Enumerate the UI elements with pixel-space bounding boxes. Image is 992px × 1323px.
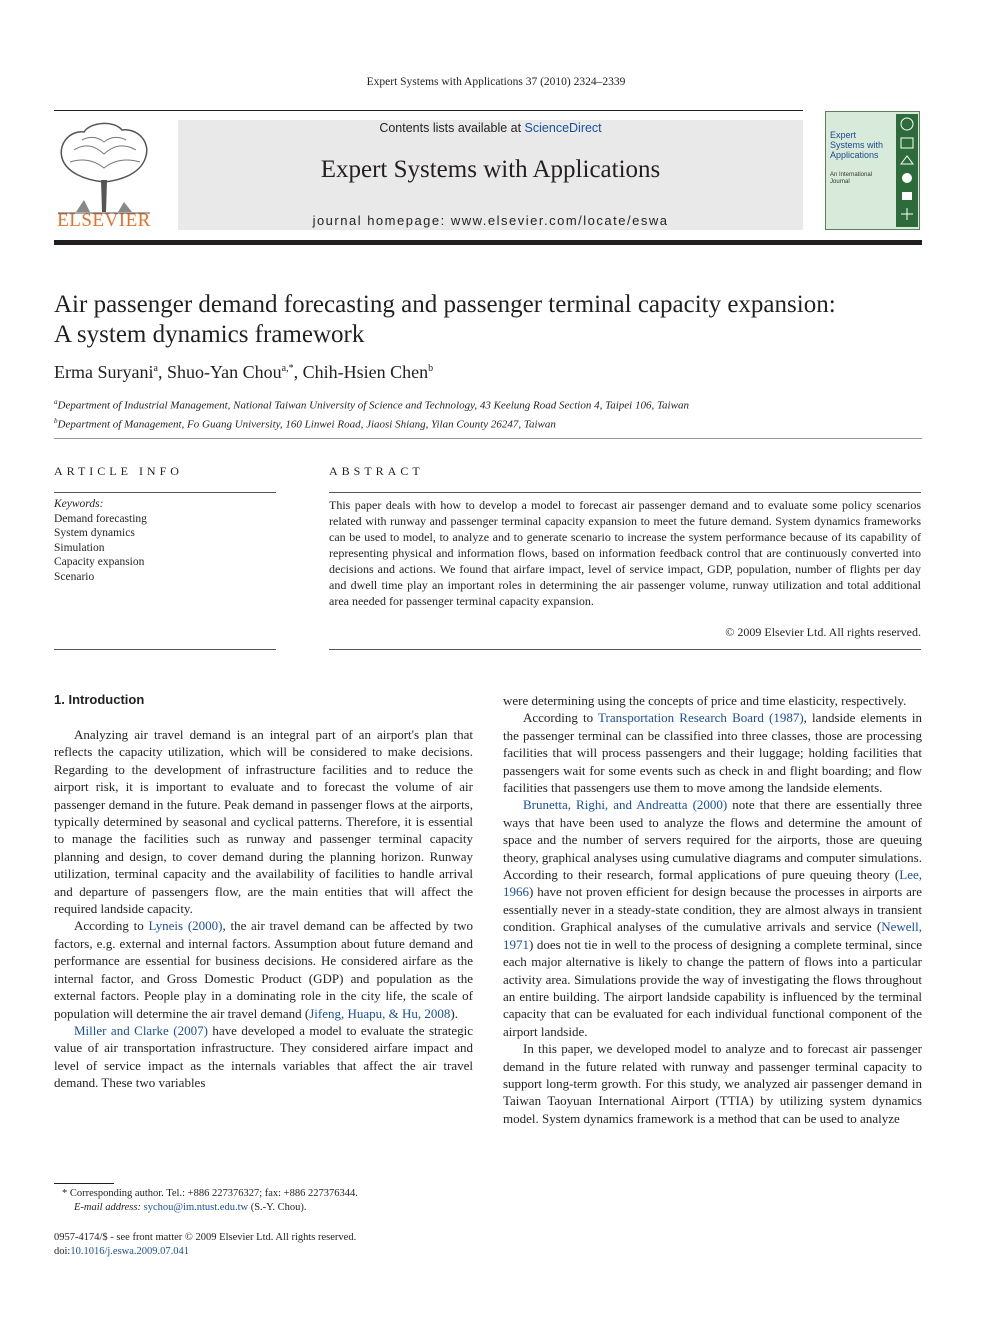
journal-cover[interactable]: [825, 111, 920, 230]
author-sup[interactable]: a: [153, 363, 158, 374]
affiliations: [54, 395, 689, 432]
abstract-copyright: © 2009 Elsevier Ltd. All rights reserved.: [725, 625, 921, 639]
doi-link[interactable]: 10.1016/j.eswa.2009.07.041: [70, 1246, 190, 1257]
citation-link[interactable]: Newell, 1971: [503, 919, 922, 952]
header-thick-rule: [54, 240, 922, 245]
affiliation-text: Department of Management, Fo Guang University, 160 Linwei Road, Jiaosi Shiang, Yilan County 26247, Taiwan: [57, 418, 556, 431]
author-list: Erma Suryani$^a$, Shuo-Yan Chou$^{a,*}$, Chih-Hsien Chen$^b$: [54, 362, 434, 382]
running-citation: Expert Systems with Applications 37 (2010) 2324–2339: [366, 76, 626, 88]
paragraph: In this paper, we developed model to analyze and to forecast air passenger demand in the future related with runway and passenger terminal capacity to support long-term growth. For this study, we analyzed air passenger demand in Taiwan Taoyuan International Airport (TTIA) by utilizing system dynamics model. System dynamics framework is a method that can be used to analyze: [503, 1041, 922, 1126]
footer-issn-doi: [54, 1231, 494, 1259]
divider: [54, 438, 922, 439]
publisher-wordmark: ELSEVIER: [57, 210, 151, 231]
paragraph: [503, 709, 922, 796]
author-sup[interactable]: a,*: [281, 363, 294, 374]
cover-title: Expert Systems with Applications: [830, 130, 884, 160]
abstract-bottom-rule: [329, 649, 921, 650]
article-info-heading: ARTICLE INFO: [54, 464, 183, 478]
author-name[interactable]: Chih-Hsien Chen: [302, 362, 429, 382]
doi-label: doi:: [54, 1246, 71, 1257]
keyword-item: Scenario: [54, 570, 95, 583]
author-sup[interactable]: b: [428, 363, 434, 374]
author-name[interactable]: Shuo-Yan Chou: [166, 362, 282, 382]
keyword-item: Demand forecasting: [54, 512, 147, 525]
abstract-text: This paper deals with how to develop a model to forecast air passenger demand and to evaluate some policy scenarios related with runway and passenger terminal capacity expansion to meet the future demand. System dynamics frameworks can be used to model, to analyze and to generate scenario to increase the system performance because of its capability of representing physical and information flows, based on information feedback control that are continuously converted into decisions and actions. We found that airfare impact, level of service impact, GDP, population, number of flights per day and dwell time play an important roles in determining the air passenger volume, runway utilization and total additional area needed for passenger terminal capacity expansion.: [329, 498, 921, 608]
cover-pictogram-icons: [896, 114, 918, 227]
citation-link[interactable]: Lee, 1966: [503, 867, 922, 900]
article-info-rule: [54, 492, 276, 493]
citation-link[interactable]: Lyneis (2000): [148, 918, 223, 934]
corresponding-author-note: * Corresponding author. Tel.: +886 227376327; fax: +886 227376344.: [62, 1188, 358, 1199]
citation-link[interactable]: Jifeng, Huapu, & Hu, 2008: [309, 1005, 451, 1021]
keyword-item: Simulation: [54, 541, 105, 554]
keywords-block: [54, 497, 147, 584]
paragraph: [54, 917, 473, 1021]
contents-prefix: Contents lists available at: [379, 121, 525, 135]
footnote-rule: [54, 1183, 114, 1184]
email-label: E-mail address:: [74, 1202, 144, 1213]
keyword-item: Capacity expansion: [54, 556, 145, 568]
journal-banner: [178, 120, 803, 230]
affiliation-a: [54, 395, 689, 414]
article-title: [54, 290, 954, 350]
affiliation-b: [54, 414, 689, 433]
text-run: According to: [74, 918, 149, 934]
cover-icon-strip: [896, 114, 918, 227]
journal-homepage[interactable]: journal homepage: www.elsevier.com/locate/eswa: [312, 213, 669, 228]
affiliation-text: Department of Industrial Management, National Taiwan University of Science and Technology, 43 Keelung Road Section 4, Taipei 106, Taiwan: [57, 399, 689, 412]
article-info-bottom-rule: [54, 649, 276, 650]
right-column: [503, 692, 922, 1127]
author-name[interactable]: Erma Suryani: [54, 362, 154, 382]
citation-link[interactable]: Transportation Research Board (1987): [598, 710, 804, 726]
email-suffix: (S.-Y. Chou).: [248, 1202, 307, 1213]
text-run: ).: [450, 1005, 459, 1021]
abstract-heading: ABSTRACT: [329, 464, 424, 478]
affiliation-sup: b: [54, 416, 58, 425]
text-run: According to: [523, 710, 599, 726]
text-run: have developed a model to evaluate the strategic value of air transportation infrastructure. They considered airfare impact and level of service impact as the internals variables that affect the air travel demand. These two variables: [54, 1022, 473, 1091]
text-run: ) does not tie in well to the process of designing a complete terminal, since each major alternative is likely to change the pattern of flows into a particular activity area. Simulations provide the way of investigating the flows throughout an entire building. The airport landside capability is influenced by the terminal capacity that can be evaluated for each individual functional component of the airport landside.: [503, 936, 922, 1039]
text-run: , the air travel demand can be affected by two factors, e.g. external and internal factors. Assumption about future demand and performance are essential for business decisions. He considered airfare as the internal factor, and Gross Domestic Product (GDP) and population as the external factors. People play in a dominating role in the city life, the scale of population will determine the air travel demand (: [54, 918, 474, 1021]
footnote-corresponding: [62, 1187, 482, 1215]
paragraph: [503, 796, 922, 1040]
citation-link[interactable]: Miller and Clarke (2007): [74, 1022, 208, 1038]
sciencedirect-link[interactable]: ScienceDirect: [524, 121, 602, 135]
citation-link[interactable]: Brunetta, Righi, and Andreatta (2000): [523, 797, 728, 813]
paragraph: were determining using the concepts of price and time elasticity, respectively.: [503, 693, 907, 708]
section-heading-introduction: 1. Introduction: [54, 692, 145, 707]
keyword-item: System dynamics: [54, 527, 135, 539]
keywords-label: Keywords:: [54, 498, 104, 510]
text-run: ) have not proven efficient for design because the processes in airports are essentially never in a steady-state condition, they are almost always in transient condition. Graphical analyses of the cumulative arrivals and service (: [503, 884, 922, 935]
abstract-rule: [329, 492, 921, 493]
paragraph: [54, 1022, 473, 1092]
title-line-2: A system dynamics framework: [54, 321, 365, 348]
elsevier-logo[interactable]: [54, 120, 154, 232]
text-run: , landside elements in the passenger terminal can be classified into three classes, those are processing facilities that will process passengers and their luggage; holding facilities that passengers wait for some events such as check in and flight boarding; and flow facilities that passengers use them to move among the landside elements.: [503, 710, 922, 796]
issn-line: 0957-4174/$ - see front matter © 2009 Elsevier Ltd. All rights reserved.: [54, 1232, 357, 1243]
journal-name: Expert Systems with Applications: [320, 156, 661, 183]
title-line-1: Air passenger demand forecasting and passenger terminal capacity expansion:: [54, 291, 836, 318]
paragraph: Analyzing air travel demand is an integral part of an airport's plan that reflects the capacity utilization, which will be considered to make decisions. Regarding to the development of infrastructure facilities and to reduce the airport risk, it is important to evaluate and to forecast the volume of air passenger demand in the future. Peak demand in passenger flows at the airports, typically determined by seasonal and cyclical patterns. Therefore, it is essential to manage the facilities such as runway and passenger terminal capacity planning and design, to cover demand during the planning horizon. Runway utilization, terminal capacity and the availability of facilities to handle arrival and departure of passengers flow, are the main entities that will affect the required landside capacity.: [54, 727, 473, 917]
email-link[interactable]: sychou@im.ntust.edu.tw: [143, 1202, 249, 1213]
header-rule: [54, 110, 803, 111]
left-column: [54, 726, 473, 1092]
cover-subtitle: An International Journal: [830, 172, 873, 185]
contents-availability: [178, 121, 803, 135]
text-run: note that there are essentially three ways that have been used to analyze the flows and determine the amount of space and the number of servers required for the airports, those are queuing theory, graphical analyses using cumulative diagrams and computer simulations. According to their research, formal applications of pure queuing theory (: [503, 797, 922, 883]
affiliation-sup: a: [54, 398, 58, 406]
